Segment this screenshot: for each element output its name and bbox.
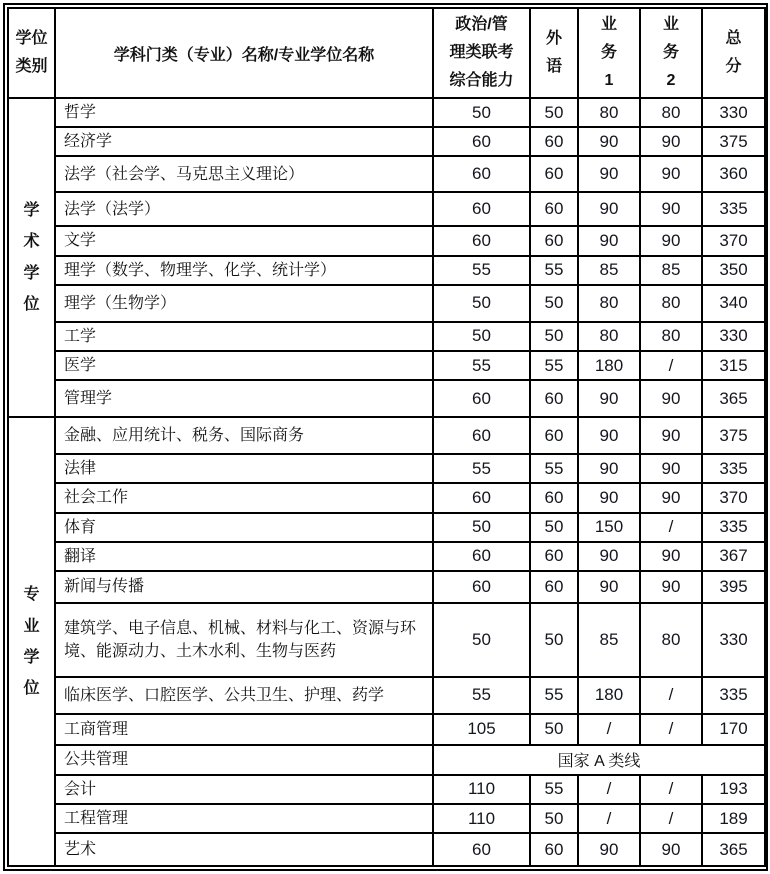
score-cell: 370 bbox=[702, 483, 765, 512]
score-cell: 55 bbox=[530, 677, 578, 714]
score-cell: 90 bbox=[578, 417, 640, 454]
score-cell: 50 bbox=[530, 804, 578, 833]
score-cell: 50 bbox=[433, 322, 530, 351]
table-row bbox=[8, 677, 765, 714]
national-line-cell: 国家 A 类线 bbox=[433, 745, 765, 775]
subject-cell: 经济学 bbox=[55, 127, 433, 156]
score-cell: 60 bbox=[433, 156, 530, 192]
score-cell: 50 bbox=[433, 513, 530, 542]
subject-cell: 会计 bbox=[55, 775, 433, 804]
score-cell: 330 bbox=[702, 603, 765, 677]
score-cell: 60 bbox=[433, 417, 530, 454]
score-cell: 90 bbox=[578, 192, 640, 226]
score-cell: 60 bbox=[530, 833, 578, 866]
score-cell: 85 bbox=[578, 603, 640, 677]
score-cell: 55 bbox=[433, 256, 530, 285]
score-cell: 50 bbox=[530, 98, 578, 127]
subject-cell: 公共管理 bbox=[55, 745, 433, 775]
subject-cell: 管理学 bbox=[55, 380, 433, 417]
subject-cell: 新闻与传播 bbox=[55, 571, 433, 603]
score-cell: 60 bbox=[530, 571, 578, 603]
score-cell: 80 bbox=[578, 285, 640, 322]
score-cell: 50 bbox=[530, 322, 578, 351]
header-subject-name: 学科门类（专业）名称/专业学位名称 bbox=[55, 8, 433, 98]
subject-cell: 理学（数学、物理学、化学、统计学） bbox=[55, 256, 433, 285]
score-cell: 90 bbox=[578, 127, 640, 156]
score-cell: 90 bbox=[640, 156, 702, 192]
score-cell: 85 bbox=[578, 256, 640, 285]
subject-cell: 金融、应用统计、税务、国际商务 bbox=[55, 417, 433, 454]
score-cell: 55 bbox=[530, 775, 578, 804]
table-row bbox=[8, 127, 765, 156]
score-cell: 80 bbox=[640, 603, 702, 677]
score-cell: / bbox=[578, 714, 640, 745]
score-cell: 55 bbox=[530, 351, 578, 380]
score-cell: 335 bbox=[702, 454, 765, 483]
table-row bbox=[8, 483, 765, 512]
score-cell: 90 bbox=[640, 127, 702, 156]
score-cell: 50 bbox=[530, 285, 578, 322]
score-cell: 395 bbox=[702, 571, 765, 603]
score-cell: 80 bbox=[640, 285, 702, 322]
table-row bbox=[8, 98, 765, 127]
score-cell: / bbox=[640, 513, 702, 542]
header-business-2: 业 务 2 bbox=[640, 8, 702, 98]
degree-type-academic: 学 术 学 位 bbox=[8, 98, 55, 417]
table-row bbox=[8, 322, 765, 351]
score-cell: 55 bbox=[530, 256, 578, 285]
subject-cell: 哲学 bbox=[55, 98, 433, 127]
table-row bbox=[8, 192, 765, 226]
score-cell: 80 bbox=[578, 322, 640, 351]
subject-cell: 工商管理 bbox=[55, 714, 433, 745]
score-cell: 330 bbox=[702, 322, 765, 351]
score-cell: / bbox=[640, 775, 702, 804]
score-cell: 60 bbox=[530, 127, 578, 156]
score-cell: 60 bbox=[530, 192, 578, 226]
header-business-1: 业 务 1 bbox=[578, 8, 640, 98]
score-cell: 60 bbox=[530, 417, 578, 454]
subject-cell: 工学 bbox=[55, 322, 433, 351]
score-cell: 350 bbox=[702, 256, 765, 285]
score-cell: 365 bbox=[702, 833, 765, 866]
score-cell: 330 bbox=[702, 98, 765, 127]
score-cell: 90 bbox=[578, 483, 640, 512]
score-cell: 180 bbox=[578, 677, 640, 714]
score-cell: 50 bbox=[530, 714, 578, 745]
score-cell: 370 bbox=[702, 226, 765, 255]
score-table-outer-border bbox=[3, 3, 768, 871]
score-cell: 90 bbox=[578, 542, 640, 571]
score-cell: 60 bbox=[530, 483, 578, 512]
score-cell: 180 bbox=[578, 351, 640, 380]
score-cell: 150 bbox=[578, 513, 640, 542]
score-cell: 55 bbox=[433, 351, 530, 380]
score-cell: 90 bbox=[640, 226, 702, 255]
table-row bbox=[8, 833, 765, 866]
score-cell: 90 bbox=[640, 542, 702, 571]
score-cell: 55 bbox=[530, 454, 578, 483]
table-row bbox=[8, 603, 765, 677]
table-row bbox=[8, 804, 765, 833]
admission-score-table bbox=[7, 7, 766, 867]
subject-cell: 艺术 bbox=[55, 833, 433, 866]
subject-cell: 医学 bbox=[55, 351, 433, 380]
score-cell: 110 bbox=[433, 804, 530, 833]
score-cell: 367 bbox=[702, 542, 765, 571]
header-total-score: 总 分 bbox=[702, 8, 765, 98]
score-cell: 193 bbox=[702, 775, 765, 804]
score-cell: 90 bbox=[640, 417, 702, 454]
table-row bbox=[8, 226, 765, 255]
score-cell: / bbox=[640, 351, 702, 380]
header-politics-management-exam: 政治/管 理类联考 综合能力 bbox=[433, 8, 530, 98]
table-row bbox=[8, 542, 765, 571]
score-cell: 90 bbox=[578, 833, 640, 866]
score-cell: 80 bbox=[640, 98, 702, 127]
score-cell: 90 bbox=[640, 454, 702, 483]
score-cell: 80 bbox=[578, 98, 640, 127]
score-cell: 60 bbox=[433, 380, 530, 417]
subject-cell: 法学（社会学、马克思主义理论） bbox=[55, 156, 433, 192]
score-cell: 189 bbox=[702, 804, 765, 833]
header-row bbox=[8, 8, 765, 98]
score-cell: 335 bbox=[702, 677, 765, 714]
score-cell: 90 bbox=[640, 833, 702, 866]
score-cell: 90 bbox=[640, 483, 702, 512]
score-cell: 55 bbox=[433, 454, 530, 483]
score-cell: 315 bbox=[702, 351, 765, 380]
score-cell: 50 bbox=[530, 513, 578, 542]
score-cell: / bbox=[640, 804, 702, 833]
table-row bbox=[8, 256, 765, 285]
score-cell: / bbox=[640, 677, 702, 714]
score-cell: 90 bbox=[640, 380, 702, 417]
subject-cell: 工程管理 bbox=[55, 804, 433, 833]
score-cell: 55 bbox=[433, 677, 530, 714]
score-cell: 50 bbox=[530, 603, 578, 677]
table-row bbox=[8, 745, 765, 775]
table-row bbox=[8, 351, 765, 380]
score-cell: / bbox=[640, 714, 702, 745]
subject-cell: 建筑学、电子信息、机械、材料与化工、资源与环境、能源动力、土木水利、生物与医药 bbox=[55, 603, 433, 677]
score-cell: 60 bbox=[433, 127, 530, 156]
score-cell: 90 bbox=[578, 226, 640, 255]
subject-cell: 法学（法学） bbox=[55, 192, 433, 226]
score-cell: 60 bbox=[530, 226, 578, 255]
table-row bbox=[8, 156, 765, 192]
score-cell: 50 bbox=[433, 285, 530, 322]
degree-type-professional: 专 业 学 位 bbox=[8, 417, 55, 866]
score-cell: 60 bbox=[433, 483, 530, 512]
subject-cell: 文学 bbox=[55, 226, 433, 255]
score-cell: 90 bbox=[578, 571, 640, 603]
score-cell: 90 bbox=[640, 571, 702, 603]
score-cell: 60 bbox=[530, 156, 578, 192]
score-cell: / bbox=[578, 775, 640, 804]
header-degree-category: 学位 类别 bbox=[8, 8, 55, 98]
score-cell: 60 bbox=[530, 542, 578, 571]
score-cell: 365 bbox=[702, 380, 765, 417]
table-row bbox=[8, 714, 765, 745]
score-cell: 340 bbox=[702, 285, 765, 322]
table-row bbox=[8, 775, 765, 804]
score-cell: 335 bbox=[702, 192, 765, 226]
score-cell: 170 bbox=[702, 714, 765, 745]
score-cell: 50 bbox=[433, 603, 530, 677]
subject-cell: 临床医学、口腔医学、公共卫生、护理、药学 bbox=[55, 677, 433, 714]
score-cell: 80 bbox=[640, 322, 702, 351]
score-cell: 375 bbox=[702, 127, 765, 156]
subject-cell: 体育 bbox=[55, 513, 433, 542]
score-cell: 60 bbox=[433, 192, 530, 226]
score-cell: 360 bbox=[702, 156, 765, 192]
subject-cell: 翻译 bbox=[55, 542, 433, 571]
table-row bbox=[8, 285, 765, 322]
score-cell: 60 bbox=[433, 833, 530, 866]
score-cell: 60 bbox=[530, 380, 578, 417]
score-cell: 90 bbox=[578, 454, 640, 483]
score-cell: 90 bbox=[578, 380, 640, 417]
score-cell: 335 bbox=[702, 513, 765, 542]
score-cell: 60 bbox=[433, 542, 530, 571]
score-cell: 85 bbox=[640, 256, 702, 285]
subject-cell: 法律 bbox=[55, 454, 433, 483]
score-cell: 90 bbox=[578, 156, 640, 192]
score-cell: 105 bbox=[433, 714, 530, 745]
score-cell: / bbox=[578, 804, 640, 833]
score-cell: 60 bbox=[433, 571, 530, 603]
table-row bbox=[8, 513, 765, 542]
score-cell: 90 bbox=[640, 192, 702, 226]
table-row bbox=[8, 380, 765, 417]
subject-cell: 理学（生物学） bbox=[55, 285, 433, 322]
table-row bbox=[8, 454, 765, 483]
header-foreign-language: 外 语 bbox=[530, 8, 578, 98]
subject-cell: 社会工作 bbox=[55, 483, 433, 512]
table-row bbox=[8, 571, 765, 603]
score-cell: 110 bbox=[433, 775, 530, 804]
score-cell: 50 bbox=[433, 98, 530, 127]
table-row bbox=[8, 417, 765, 454]
score-cell: 60 bbox=[433, 226, 530, 255]
score-cell: 375 bbox=[702, 417, 765, 454]
